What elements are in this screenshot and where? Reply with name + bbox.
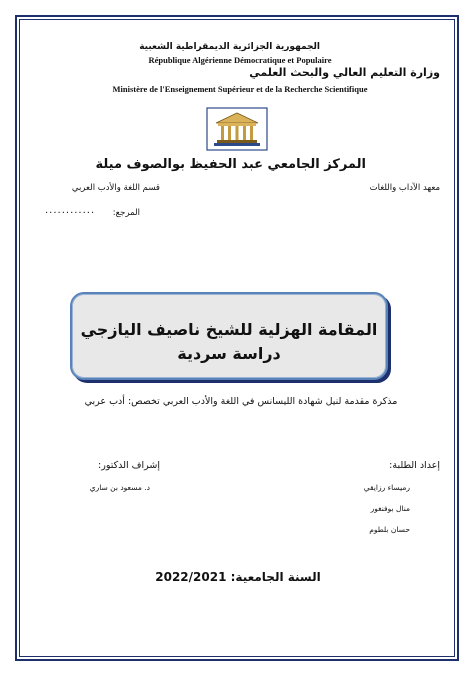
- student-name: منال بوفنغور: [370, 504, 410, 513]
- thesis-subtitle: دراسة سردية: [177, 344, 281, 363]
- student-name: حسان بلطوم: [369, 525, 410, 534]
- student-name: رميساء رزايقي: [363, 483, 410, 492]
- ministry-arabic: وزارة التعليم العالي والبحث العلمي: [249, 66, 440, 79]
- reference-label: المرجع:: [112, 208, 140, 218]
- institute-name: معهد الآداب واللغات: [369, 183, 440, 193]
- thesis-title-box: [70, 292, 388, 380]
- republic-french: République Algérienne Démocratique et Populaire: [148, 55, 332, 65]
- academic-year: السنة الجامعية: 2022/2021: [155, 570, 321, 584]
- ministry-french: Ministère de l'Enseignement Supérieur et de la Recherche Scientifique: [112, 84, 368, 94]
- department-name: قسم اللغة والأدب العربي: [71, 183, 160, 193]
- supervisor-name: د. مسعود بن ساري: [89, 483, 150, 492]
- students-label: إعداد الطلبة:: [389, 460, 440, 471]
- thesis-title: المقامة الهزلية للشيخ ناصيف اليازجي: [80, 320, 378, 339]
- republic-arabic: الجمهورية الجزائرية الديمقراطية الشعبية: [139, 42, 320, 52]
- reference-value: ............: [45, 205, 96, 216]
- supervisor-label: إشراف الدكتور:: [98, 460, 160, 471]
- university-name: المركز الجامعي عبد الحفيظ بوالصوف ميلة: [95, 157, 366, 172]
- university-logo: [206, 107, 268, 151]
- memo-description: مذكرة مقدمة لنيل شهادة الليسانس في اللغة والأدب العربي تخصص: أدب عربي: [84, 396, 398, 407]
